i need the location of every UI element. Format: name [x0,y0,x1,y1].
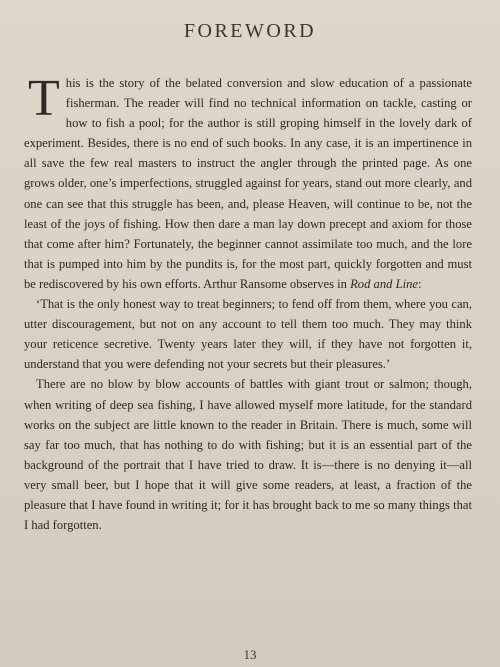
drop-cap: T [28,70,60,127]
quotation: ‘That is the only honest way to treat beginners; to fend off from them, where you can, utter discouragement, but not on any account to tell them too much. They may think your reticence secretive. Twenty years later they will, if they have not forgotten it, understand that you were defending not your secrets but their pleasures.’ [24,297,472,372]
book-title: Rod and Line [350,276,418,291]
foreword-body [24,70,472,535]
page-number: 13 [243,647,257,662]
paragraph-2: There are no blow by blow accounts of battles with giant trout or salmon; though, when writing of deep sea fishing, I have allowed myself more latitude, for the standard works on the subject are little known to the reader in Britain. There is much, some will say far too much, that has nothing to do with fishing; but it is an essential part of the background of the portrait that I have tried to draw. It is—there is no denying it—all very small beer, but I hope that it will give some readers, at least, a fraction of the pleasure that I have found in writing it; for it has brought back to me so many things that I had forgotten. [24,377,472,533]
page-title: FOREWORD [183,20,317,42]
paragraph-1 [24,70,472,294]
paragraph-1-tail: : [417,276,422,291]
paragraph-1-text: his is the story of the belated conversion and slow education of a passionate fisherman. The reader will find no technical information on tackle, casting or how to fish a pool; for the author is still groping himself in the lovely dark of experiment. Besides, there is no end of such books. In any case, it is an impertinence in all save the few real masters to instruct the angler through the printed page. As one grows older, one’s imperfections, struggled against for years, stand out more clearly, and one can see that this struggle has been, and, please Heaven, will continue to be, not the least of the joys of fishing. How then dare a man lay down precept and axiom for those that come after him? Fortunately, the beginner cannot assimilate too much, and the lore that is pumped into him by the pundits is, for the most part, quickly forgotten and must be rediscovered by his own efforts. Arthur Ransome observes in [24,76,472,291]
